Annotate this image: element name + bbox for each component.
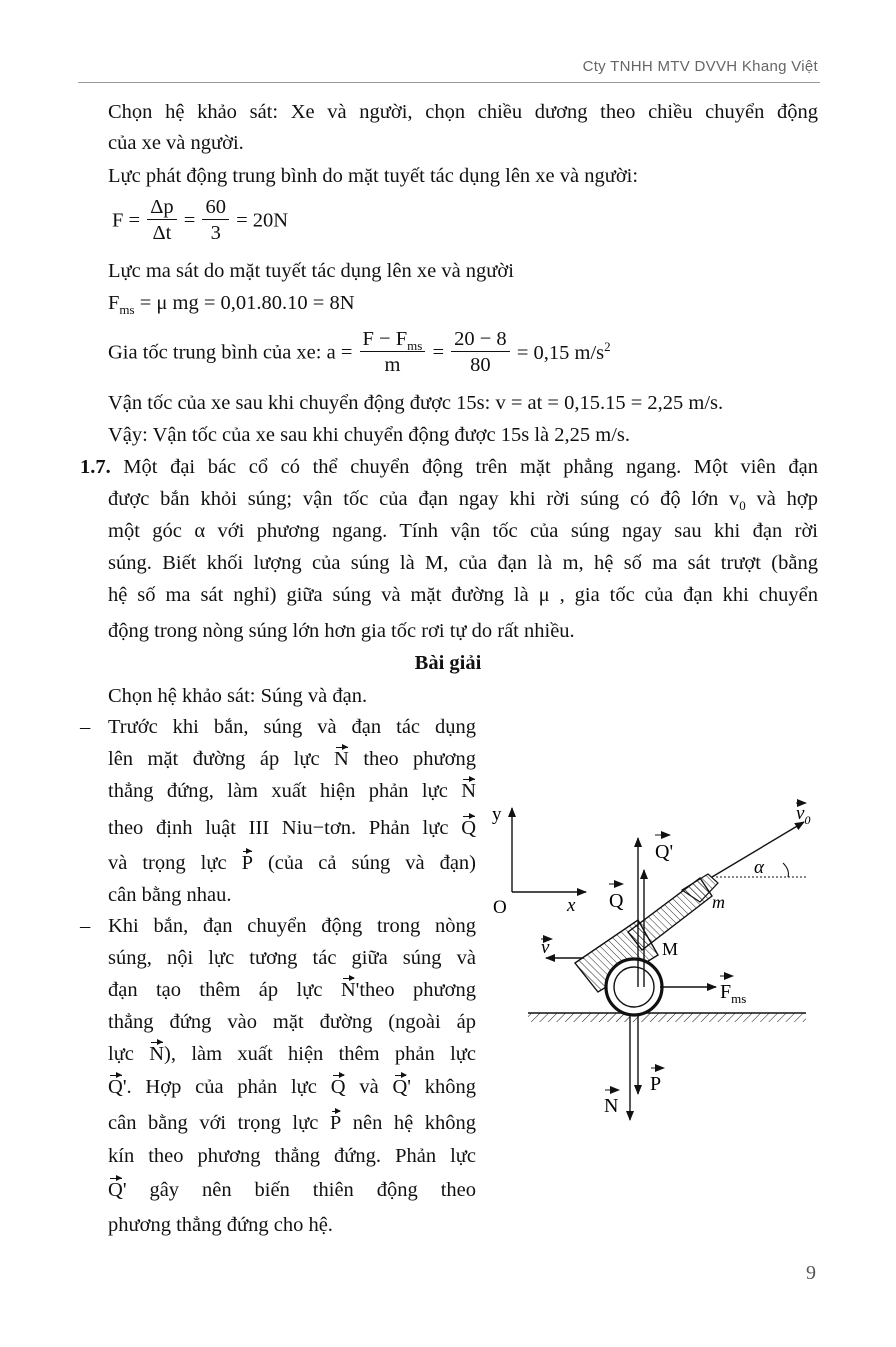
v0-label: $v_0$	[796, 803, 811, 827]
axes	[512, 808, 586, 892]
cannon-mass-label: M	[662, 939, 679, 959]
text-line: lên mặt đường áp lực N theo phương	[108, 748, 477, 770]
problem-line: súng. Biết khối lượng của súng là M, của đạn là m, hệ số ma sát trượt (bằng	[108, 552, 818, 574]
text-line: cân bằng nhau.	[108, 884, 232, 906]
text-line: Lực ma sát do mặt tuyết tác dụng lên xe và người	[108, 260, 514, 282]
text-line: của xe và người.	[108, 132, 244, 154]
q-prime-label: Q'	[655, 841, 674, 863]
text-line: kín theo phương thẳng đứng. Phản lực	[108, 1145, 476, 1167]
page-number: 9	[806, 1262, 816, 1284]
problem-line: được bắn khỏi súng; vận tốc của đạn ngay khi rời súng có độ lớn $v_0$ và hợp	[108, 488, 818, 514]
text-line: phương thẳng đứng cho hệ.	[108, 1214, 333, 1236]
text-line: thẳng đứng vào mặt đường (ngoài áp	[108, 1011, 476, 1033]
text-line: Q'. Hợp của phản lực Q và Q' không	[108, 1076, 477, 1098]
axis-y-label: y	[492, 804, 502, 825]
text-line: theo định luật III Niu−tơn. Phản lực Q	[108, 817, 477, 839]
running-header: Cty TNHH MTV DVVH Khang Việt	[582, 58, 818, 75]
problem-line: một góc α với phương ngang. Tính vận tốc của súng ngay sau khi đạn rời	[108, 520, 818, 542]
text-line: lực N), làm xuất hiện thêm phản lực	[108, 1043, 477, 1065]
cannon	[575, 874, 718, 1015]
text-line: súng, nội lực tương tác giữa súng và	[108, 947, 476, 969]
bullet-dash: –	[80, 716, 91, 738]
ground	[528, 1013, 806, 1022]
v-label: v	[541, 937, 550, 958]
formula-friction: $F_{ms} = \mu$ mg = 0,01.80.10 = 8N	[108, 292, 355, 318]
origin-label: O	[493, 897, 507, 918]
bullet-dash: –	[80, 915, 91, 937]
problem-line: hệ số ma sát nghỉ) giữa súng và mặt đường là μ , gia tốc của đạn khi chuyển	[108, 584, 818, 606]
axis-x-label: x	[567, 895, 576, 916]
text-line: Lực phát động trung bình do mặt tuyết tác dụng lên xe và người:	[108, 165, 639, 187]
alpha-arc	[783, 863, 788, 877]
text-line: Chọn hệ khảo sát: Xe và người, chọn chiều dương theo chiều chuyển động	[108, 101, 818, 123]
text-line: Vận tốc của xe sau khi chuyển động được 15s: v = at = 0,15.15 = 2,25 m/s.	[108, 392, 724, 414]
text-line: thẳng đứng, làm xuất hiện phản lực N	[108, 780, 476, 802]
fms-label: $F_{ms}$	[720, 981, 747, 1006]
formula-force: F = $\frac{\Delta p}{\Delta t}$ = $\frac{60}{3}$ = 20N	[112, 196, 289, 244]
text-line: Q' gây nên biến thiên động theo	[108, 1179, 476, 1201]
text-line: Khi bắn, đạn chuyển động trong nòng	[108, 915, 476, 937]
n-label: N	[604, 1095, 619, 1117]
text-line: cân bằng với trọng lực P nên hệ không	[108, 1112, 476, 1134]
problem-number: 1.7.	[80, 456, 111, 478]
alpha-label: α	[754, 857, 764, 878]
text-line: Chọn hệ khảo sát: Súng và đạn.	[108, 685, 368, 707]
q-label: Q	[609, 890, 624, 912]
projectile-mass-label: m	[712, 892, 725, 912]
formula-acceleration: Gia tốc trung bình của xe: a = $\frac{F - F_{ms}}{m}$ = $\frac{20 - 8}{80}$ = 0,15 $m/s^2$	[108, 328, 611, 376]
solution-heading: Bài giải	[414, 652, 482, 674]
text-line: và trọng lực P (của cả súng và đạn)	[108, 852, 476, 874]
problem-line: 1.7. Một đại bác cổ có thể chuyển động trên mặt phẳng ngang. Một viên đạn	[80, 456, 818, 478]
text-line: đạn tạo thêm áp lực N'theo phương	[108, 979, 476, 1001]
text-line: Vậy: Vận tốc của xe sau khi chuyển động được 15s là 2,25 m/s.	[108, 424, 631, 446]
text-line: Trước khi bắn, súng và đạn tác dụng	[108, 716, 476, 738]
problem-line: động trong nòng súng lớn hơn gia tốc rơi tự do rất nhiều.	[108, 620, 575, 642]
p-label: P	[650, 1073, 662, 1095]
